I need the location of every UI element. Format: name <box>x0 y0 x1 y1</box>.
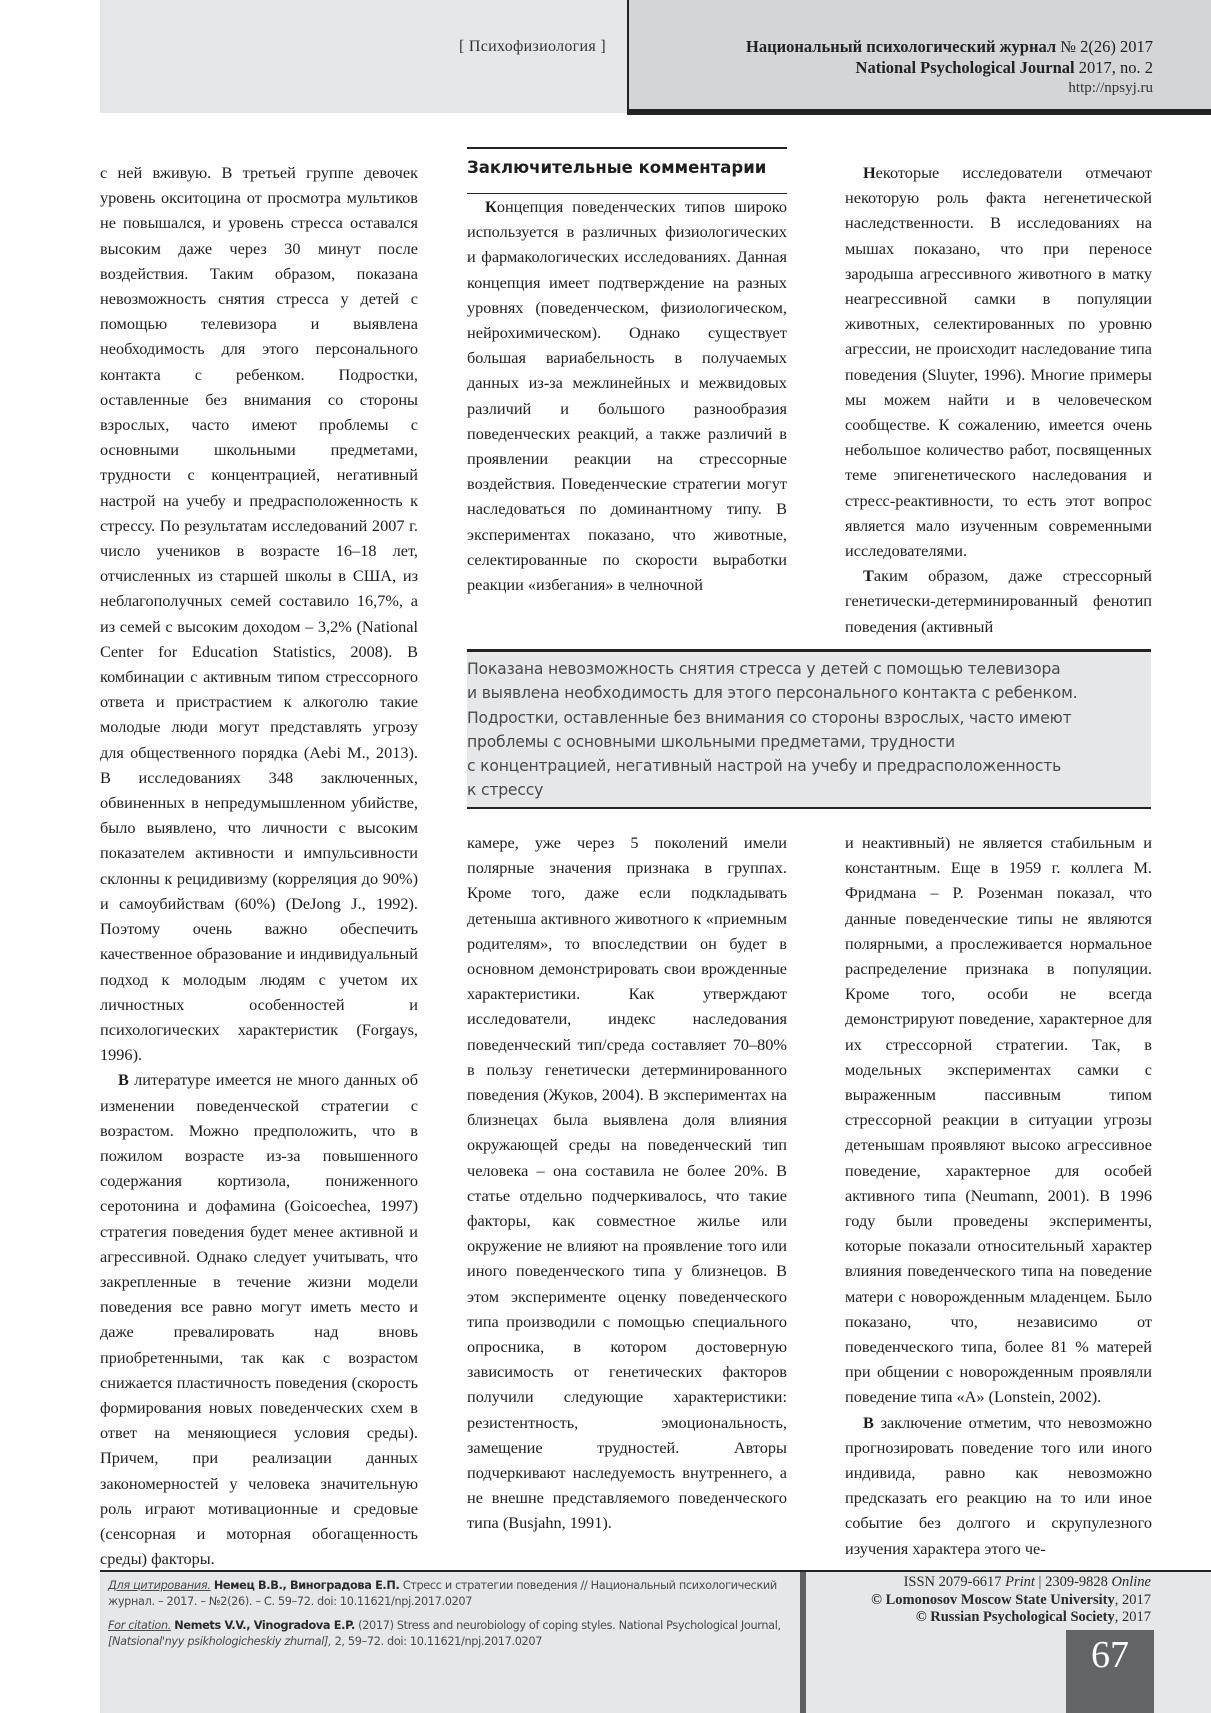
header-left-panel <box>100 0 627 113</box>
journal-info <box>746 36 1153 99</box>
paragraph: В заключение отметим, что невозможно прогнозировать поведение того или иного индивида, равно как невозможно предсказать его реакцию на то или иное событие без долгого и скрупулезного изучения характера этого че- <box>845 1412 1152 1558</box>
paragraph: Некоторые исследователи отмечают некоторую роль факта негенетической наследственности. В исследованиях на мышах показано, что при переносе зародыша агрессивного животного в матку неагрессивной самки в популяции животных, селектированных по уровню агрессии, не происходит наследование типа поведения (Sluyter, 1996). Многие примеры мы можем найти и в человеческом сообществе. К сожалению, имеется очень небольшое количество работ, посвященных теме эпигенетического наследования и стресс-реактивности, то есть этот вопрос является мало изученным современными исследователями. <box>845 163 1152 561</box>
citation-text: Стресс и стратегии поведения // Национальный психологический журнал. – 2017. – №2(26). – С. 59–72. doi: 10.11621/npj.2017.0207 <box>108 1579 777 1608</box>
issn-line: ISSN 2079-6617 Print | 2309-9828 Online <box>903 1574 1151 1590</box>
paragraph: с ней вживую. В третьей группе девочек уровень окситоцина от просмотра мультиков не повышался, и уровень стресса оставался высоким даже через 30 минут после воздействия. Таким образом, показана невозможность снятия стресса у детей с помощью телевизора и выявлена необходимость для этого персонального контакта с ребенком. Подростки, оставленные без внимания со стороны взрослых, часто имеют проблемы с основными школьными предметами, трудности с концентрацией, негативный настрой на учебу и предрасположенность к стрессу. По результатам исследований 2007 г. число учеников в возрасте 16–18 лет, отчисленных из старшей школы в США, из неблагополучных семей составило 16,7%, а из семей с высоким доходом – 3,2% (National Center for Education Statistics, 2008). В комбинации с активным типом стрессорного ответа и пристрастием к алкоголю такие молодые люди могут представлять угрозу для общественного порядка (Aebi M., 2013). В исследованиях 348 заключенных, обвиненных в непредумышленном убийстве, было выявлено, что личности с высоким показателем активности и импульсивности склонны к рецидивизму (корреляция до 90%) и самоубийствам (60%) (DeJong J., 1992). Поэтому очень важно обеспечить качественное образование и индивидуальный подход к молодым людям с учетом их личностных особенностей и психологических характеристик (Forgays, 1996). <box>100 163 418 1065</box>
copyright-rps: © Russian Psychological Society, 2017 <box>915 1609 1151 1625</box>
citation-label: Для цитирования. <box>108 1579 211 1592</box>
paragraph: камере, уже через 5 поколений имели полярные значения признака в группах. Кроме того, даже если подкладывать детеныша активного животного к «приемным родителям», то впоследствии он будет в основном демонстрировать свои врожденные характеристики. Как утверждают исследователи, индекс наследования поведенческий тип/среда составляет 70–80% в пользу генетически детерминированного поведения (Жуков, 2004). В экспериментах на близнецах была выявлена доля влияния окружающей среды на поведенческий тип человека – она составила не более 20%. В статье отдельно подчеркивалось, что такие факторы, как совместное жилье или окружение не влияют на проявление того или иного поведенческого типа у близнецов. В этом эксперименте оценку поведенческого типа производили с помощью специального опросника, в котором достоверную зависимость от генетических факторов получили следующие характеристики: резистентность, эмоциональность, замещение трудностей. Авторы подчеркивают наследуемость внутреннего, а не внешне представляемого поведенческого типа (Busjahn, 1991). <box>467 833 787 1533</box>
journal-url[interactable]: http://npsyj.ru <box>1068 80 1153 96</box>
citation-ru <box>108 1578 798 1609</box>
paragraph: Таким образом, даже стрессорный генетически-детерминированный фенотип поведения (активный <box>845 566 1152 636</box>
section-tag: [ Психофизиология ] <box>458 38 606 55</box>
column-2-bottom <box>467 830 787 1536</box>
issn-block <box>871 1574 1151 1627</box>
journal-title-ru: Национальный психологический журнал № 2(26) 2017 <box>746 37 1153 56</box>
pull-quote-rule-bottom <box>467 807 1151 809</box>
column-3-bottom <box>845 830 1152 1561</box>
citation-text: (2017) Stress and neurobiology of coping styles. National Psychological Journal, <box>358 1619 781 1632</box>
heading-rule-top <box>467 147 787 149</box>
pull-quote-line: к стрессу <box>467 781 544 800</box>
drop-cap: Н <box>863 163 876 182</box>
page-number: 67 <box>1091 1634 1129 1676</box>
pull-quote-line: и выявлена необходимость для этого персонального контакта с ребенком. <box>467 684 1078 703</box>
column-2-top <box>467 194 787 597</box>
pull-quote-line: Показана невозможность снятия стресса у детей с помощью телевизора <box>467 660 1061 678</box>
citation-authors: Nemets V.V., Vinogradova E.P. <box>174 1619 355 1632</box>
citation-en <box>108 1618 798 1649</box>
column-3-top <box>845 160 1152 639</box>
paragraph: и неактивный) не является стабильным и константным. Еще в 1959 г. коллега М. Фридмана – Р. Розенман показал, что данные поведенческие типы не являются полярными, а прослеживается нормальное распределение признака в популяции. Кроме того, особи не всегда демонстрируют поведение, характерное для их стрессорной стратегии. Так, в модельных экспериментах самки с выраженным пассивным типом стрессорной реакции в ситуации угрозы детенышам проявляют высоко агрессивное поведение, характерное для особей активного типа (Neumann, 2001). В 1996 году были проведены эксперименты, которые показали относительный характер влияния поведенческого типа на поведение матери с новорожденным младенцем. Было показано, что, независимо от поведенческого типа, более 81 % матерей при общении с новорожденным проявляли поведение типа «А» (Lonstein, 2002). <box>845 833 1152 1407</box>
journal-title-en: National Psychological Journal 2017, no. 2 <box>855 58 1153 77</box>
column-1 <box>100 160 418 1571</box>
pull-quote-line: с концентрацией, негативный настрой на учебу и предрасположенность <box>467 757 1062 776</box>
pull-quote-line: Подростки, оставленные без внимания со стороны взрослых, часто имеют <box>467 708 1072 727</box>
pull-quote <box>467 657 1147 803</box>
drop-cap: К <box>485 197 497 216</box>
citation-authors: Немец В.В., Виноградова Е.П. <box>213 1579 400 1592</box>
drop-cap: Т <box>863 566 874 586</box>
paragraph: Концепция поведенческих типов широко используется в различных физиологических и фармакологических исследованиях. Данная концепция имеет подтверждение на разных уровнях (поведенческом, физиологическом, нейрохимическом). Однако существует большая вариабельность в получаемых данных из-за межлинейных и межвидовых различий и большого разнообразия поведенческих реакций, а также различий в проявлении реакции на стрессорные воздействия. Поведенческие стратегии могут наследоваться по доминантному типу. В экспериментах показано, что животные, селектированные по скорости выработки реакции «избегания» в челночной <box>467 197 787 595</box>
header-divider-bar <box>627 109 1211 115</box>
pull-quote-line: проблемы с основными школьными предметами, трудности <box>467 732 955 751</box>
drop-cap: В <box>863 1412 874 1432</box>
citation-label: For citation. <box>108 1619 172 1632</box>
copyright-msu: © Lomonosov Moscow State University, 2017 <box>871 1591 1151 1608</box>
drop-cap: В <box>118 1070 129 1090</box>
citation-tail: 2, 59–72. doi: 10.11621/npj.2017.0207 <box>334 1634 543 1648</box>
citation-transliteration: [Natsional'nyy psikhologicheskiy zhurnal], <box>108 1634 332 1648</box>
section-heading: Заключительные комментарии <box>467 158 767 177</box>
paragraph: В литературе имеется не много данных об изменении поведенческой стратегии с возрастом. Можно предположить, что в пожилом возрасте из-за повышенного содержания кортизола, пониженного серотонина и дофамина (Goicoechea, 1997) стратегия поведения будет менее активной и агрессивной. Однако следует учитывать, что закрепленные в течение жизни модели поведения все равно могут иметь место и даже превалировать над вновь приобретенными, так как с возрастом снижается пластичность поведения (скорость формирования новых поведенческих схем в ответ на меняющиеся условия среды). Причем, при реализации данных закономерностей у человека значительную роль играют мотивационные и средовые (сенсорная и моторная обогащенность среды) факторы. <box>100 1070 418 1569</box>
